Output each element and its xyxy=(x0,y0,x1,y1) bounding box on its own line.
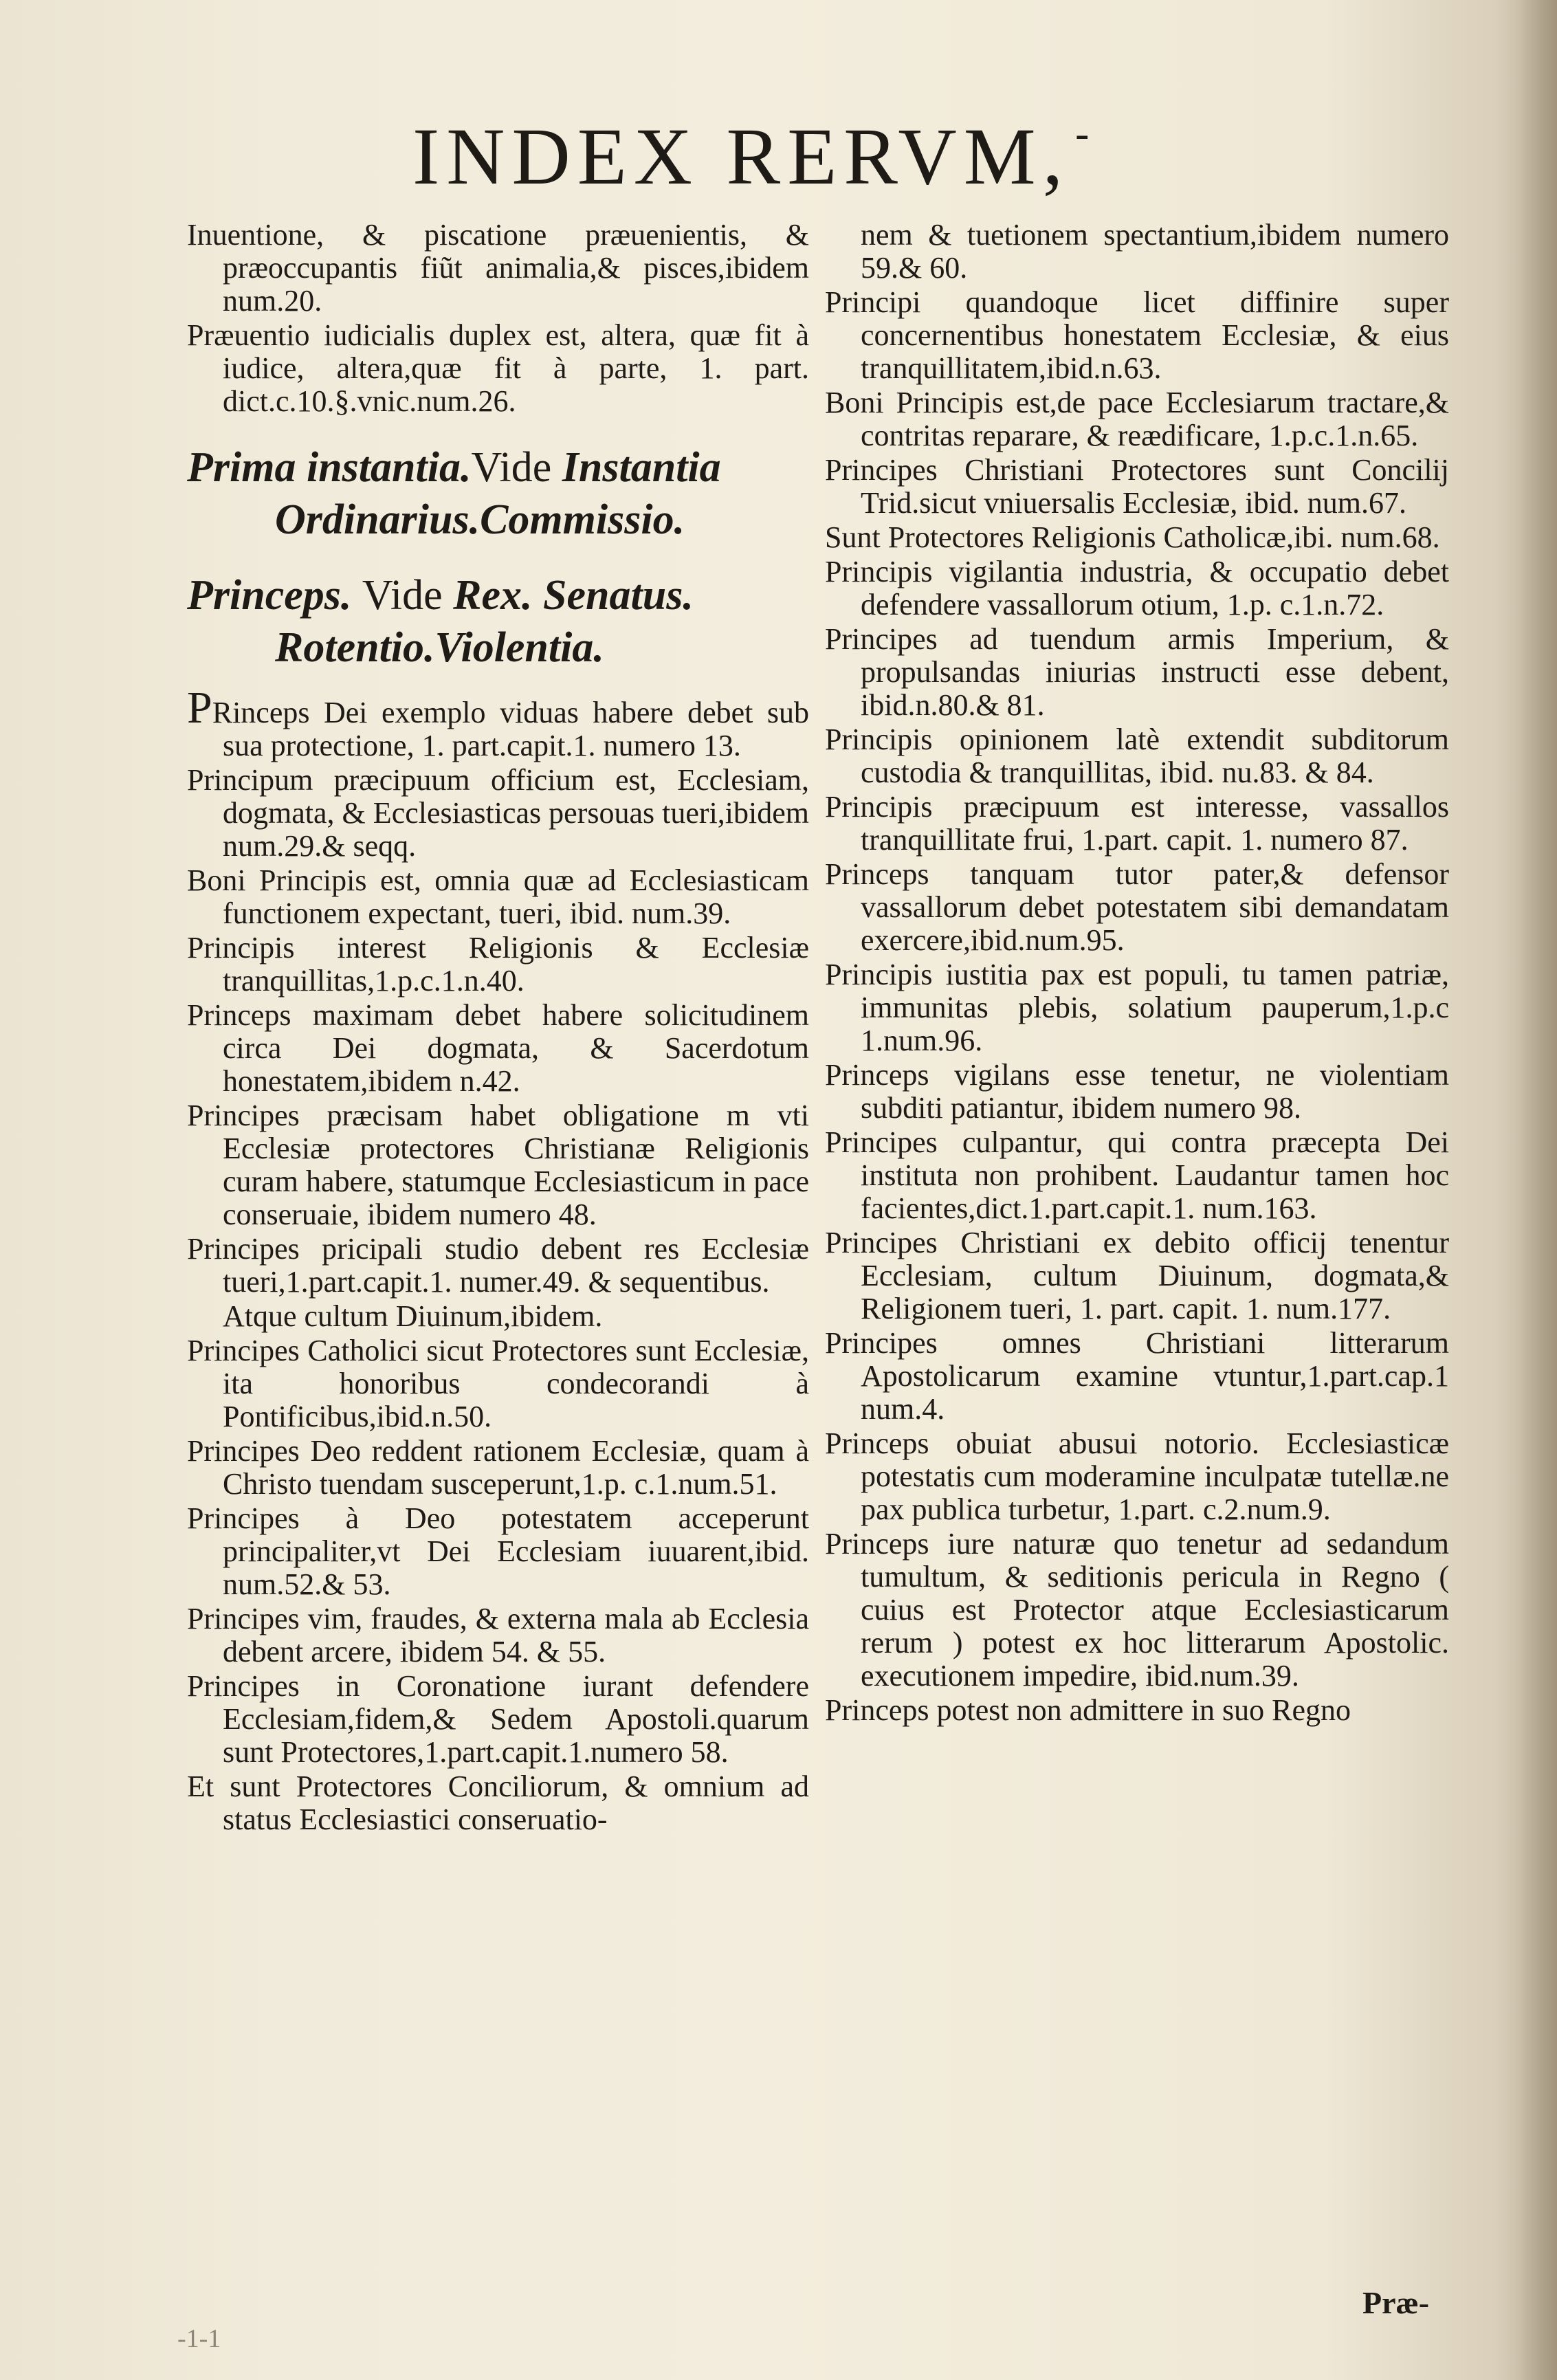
index-entry xyxy=(825,386,1449,452)
index-entry xyxy=(187,1233,809,1299)
index-entry-text: Sunt Protectores Religionis Catholicæ,ibi. num.68. xyxy=(825,520,1440,554)
footer-smudge: -1-1 xyxy=(177,2324,221,2353)
heading-ref-line2: Rotentio.Violentia. xyxy=(275,624,604,671)
heading-ref: Rex. Senatus. xyxy=(453,572,694,619)
index-entry xyxy=(825,723,1449,789)
index-entry xyxy=(187,1300,809,1333)
index-entry-text: nem & tuetionem spectantium,ibidem numero 59.& 60. xyxy=(861,218,1449,285)
index-entry xyxy=(825,454,1449,520)
index-entry xyxy=(187,1602,809,1668)
index-entry-text: Principes præcisam habet obligatione m vti Ecclesiæ protectores Christianæ Religionis curam habere, statumque Ecclesiasticum in pace conseruaie, ibidem numero 48. xyxy=(187,1099,809,1231)
index-entry xyxy=(825,1126,1449,1225)
index-entry-text: Principes culpantur, qui contra præcepta Dei instituta non prohibent. Laudantur tamen hoc facientes,dict.1.part.capit.1. num.163. xyxy=(825,1125,1449,1225)
index-entry xyxy=(825,1528,1449,1693)
index-entry-text: Principes vim, fraudes, & externa mala ab Ecclesia debent arcere, ibidem 54. & 55. xyxy=(187,1602,809,1668)
index-entry xyxy=(825,958,1449,1057)
index-entry-text: Principes à Deo potestatem acceperunt principaliter,vt Dei Ecclesiam iuuarent,ibid. num.52.& 53. xyxy=(187,1501,809,1601)
index-entry xyxy=(187,999,809,1098)
index-entry-text: Boni Principis est, omnia quæ ad Ecclesiasticam functionem expectant, tueri, ibid. num.39. xyxy=(187,863,809,930)
index-entry-text: Princeps tanquam tutor pater,& defensor vassallorum debet potestatem sibi demandatam exercere,ibid.num.95. xyxy=(825,857,1449,957)
left-main-entries xyxy=(187,683,809,1836)
index-entry-text: Principi quandoque licet diffinire super concernentibus honestatem Ecclesiæ, & eius tranquillitatem,ibid.n.63. xyxy=(825,285,1449,385)
index-entry xyxy=(187,219,809,318)
index-entry xyxy=(187,1502,809,1601)
index-entry xyxy=(825,1327,1449,1426)
index-entry xyxy=(825,521,1449,554)
index-entry-text: Inuentione, & piscatione præuenientis, & præoccupantis fiũt animalia,& pisces,ibidem num.20. xyxy=(187,218,809,318)
drop-cap: P xyxy=(187,683,212,733)
index-entry-text: Principes Catholici sicut Protectores sunt Ecclesiæ, ita honoribus condecorandi à Pontificibus,ibid.n.50. xyxy=(187,1334,809,1433)
left-column xyxy=(187,219,809,1838)
index-entry-text: Princeps obuiat abusui notorio. Ecclesiasticæ potestatis cum moderamine inculpatæ tutellæ.ne pax publica turbetur, 1.part. c.2.num.9. xyxy=(825,1426,1449,1526)
heading-ref: Instantia xyxy=(562,444,721,491)
index-entry-text: Rinceps Dei exemplo viduas habere debet sub sua protectione, 1. part.capit.1. numero 13. xyxy=(212,696,809,762)
heading-title: Princeps. xyxy=(187,572,352,619)
index-entry xyxy=(187,1770,809,1836)
heading-vide: Vide xyxy=(362,572,443,619)
index-entry-text: Et sunt Protectores Conciliorum, & omnium ad status Ecclesiastici conseruatio- xyxy=(187,1770,809,1836)
index-entry xyxy=(187,932,809,998)
header-title: INDEX RERVM, xyxy=(412,111,1070,201)
index-entry xyxy=(187,864,809,930)
index-entry xyxy=(187,1670,809,1769)
page-edge-shadow xyxy=(1516,0,1557,2380)
index-entry-text: Princeps iure naturæ quo tenetur ad sedandum tumultum, & seditionis pericula in Regno ( cuius est Protector atque Ecclesiasticarum rerum ) potest ex hoc litterarum Apostolic. executionem impedire, ibid.num.39. xyxy=(825,1527,1449,1693)
index-entry xyxy=(187,1334,809,1433)
index-entry-text: Præuentio iudicialis duplex est, altera, quæ fit à iudice, altera,quæ fit à parte, 1. part. dict.c.10.§.vnic.num.26. xyxy=(187,318,809,418)
heading-title: Prima instantia. xyxy=(187,444,472,491)
page-header xyxy=(412,110,1203,203)
index-entry-text: Principis iustitia pax est populi, tu tamen patriæ, immunitas plebis, solatium pauperum,1.p.c 1.num.96. xyxy=(825,958,1449,1057)
index-entry-text: Principum præcipuum officium est, Ecclesiam, dogmata, & Ecclesiasticas persouas tueri,ibidem num.29.& seqq. xyxy=(187,763,809,863)
index-entry xyxy=(187,1099,809,1231)
index-entry-text: Principes Christiani ex debito officij tenentur Ecclesiam, cultum Diuinum, dogmata,& Religionem tueri, 1. part. capit. 1. num.177. xyxy=(825,1226,1449,1325)
index-entry xyxy=(825,623,1449,722)
index-entry-text: Principis opinionem latè extendit subditorum custodia & tranquillitas, ibid. nu.83. & 84. xyxy=(825,723,1449,789)
index-entry-text: Principes ad tuendum armis Imperium, & propulsandas iniurias instructi esse debent, ibid.n.80.& 81. xyxy=(825,622,1449,722)
heading-ref-line2: Ordinarius.Commissio. xyxy=(275,496,685,543)
index-entry-text: Principes omnes Christiani litterarum Apostolicarum examine vtuntur,1.part.cap.1 num.4. xyxy=(825,1326,1449,1426)
index-entry xyxy=(187,319,809,418)
index-entry xyxy=(825,1226,1449,1325)
right-main-entries xyxy=(825,219,1449,1727)
index-entry xyxy=(825,1059,1449,1125)
left-top-entries xyxy=(187,219,809,418)
index-entry-text: Princeps maximam debet habere solicitudinem circa Dei dogmata, & Sacerdotum honestatem,ibidem n.42. xyxy=(187,998,809,1098)
index-entry xyxy=(825,791,1449,857)
index-entry xyxy=(825,555,1449,621)
index-entry xyxy=(187,1435,809,1501)
heading-prima-instantia xyxy=(187,441,809,546)
index-entry xyxy=(825,858,1449,957)
index-entry-text: Atque cultum Diuinum,ibidem. xyxy=(223,1299,603,1333)
index-entry-text: Boni Principis est,de pace Ecclesiarum tractare,& contritas reparare, & reædificare, 1.p.c.1.n.65. xyxy=(825,386,1449,452)
heading-vide: Vide xyxy=(471,444,552,491)
index-entry-text: Principes pricipali studio debent res Ecclesiæ tueri,1.part.capit.1. numer.49. & sequentibus. xyxy=(187,1232,809,1299)
heading-princeps xyxy=(187,569,809,674)
index-entry-text: Principes Deo reddent rationem Ecclesiæ, quam à Christo tuendam susceperunt,1.p. c.1.num.51. xyxy=(187,1434,809,1501)
header-mark: - xyxy=(1075,111,1090,156)
index-entry-text: Principis interest Religionis & Ecclesiæ tranquillitas,1.p.c.1.n.40. xyxy=(187,931,809,998)
index-entry xyxy=(825,1427,1449,1526)
index-entry-text: Principes in Coronatione iurant defendere Ecclesiam,fidem,& Sedem Apostoli.quarum sunt Protectores,1.part.capit.1.numero 58. xyxy=(187,1669,809,1769)
index-entry-text: Princeps vigilans esse tenetur, ne violentiam subditi patiantur, ibidem numero 98. xyxy=(825,1058,1449,1125)
catchword: Præ- xyxy=(1362,2285,1430,2320)
index-entry xyxy=(825,286,1449,385)
index-entry xyxy=(187,764,809,863)
right-column xyxy=(825,219,1449,1728)
index-entry xyxy=(825,219,1449,285)
index-entry xyxy=(187,683,809,762)
index-entry-text: Principes Christiani Protectores sunt Concilij Trid.sicut vniuersalis Ecclesiæ, ibid. num.67. xyxy=(825,453,1449,520)
index-entry xyxy=(825,1694,1449,1727)
index-entry-text: Princeps potest non admittere in suo Regno xyxy=(825,1693,1351,1727)
index-entry-text: Principis vigilantia industria, & occupatio debet defendere vassallorum otium, 1.p. c.1.n.72. xyxy=(825,555,1449,621)
index-entry-text: Principis præcipuum est interesse, vassallos tranquillitate frui, 1.part. capit. 1. numero 87. xyxy=(825,790,1449,857)
